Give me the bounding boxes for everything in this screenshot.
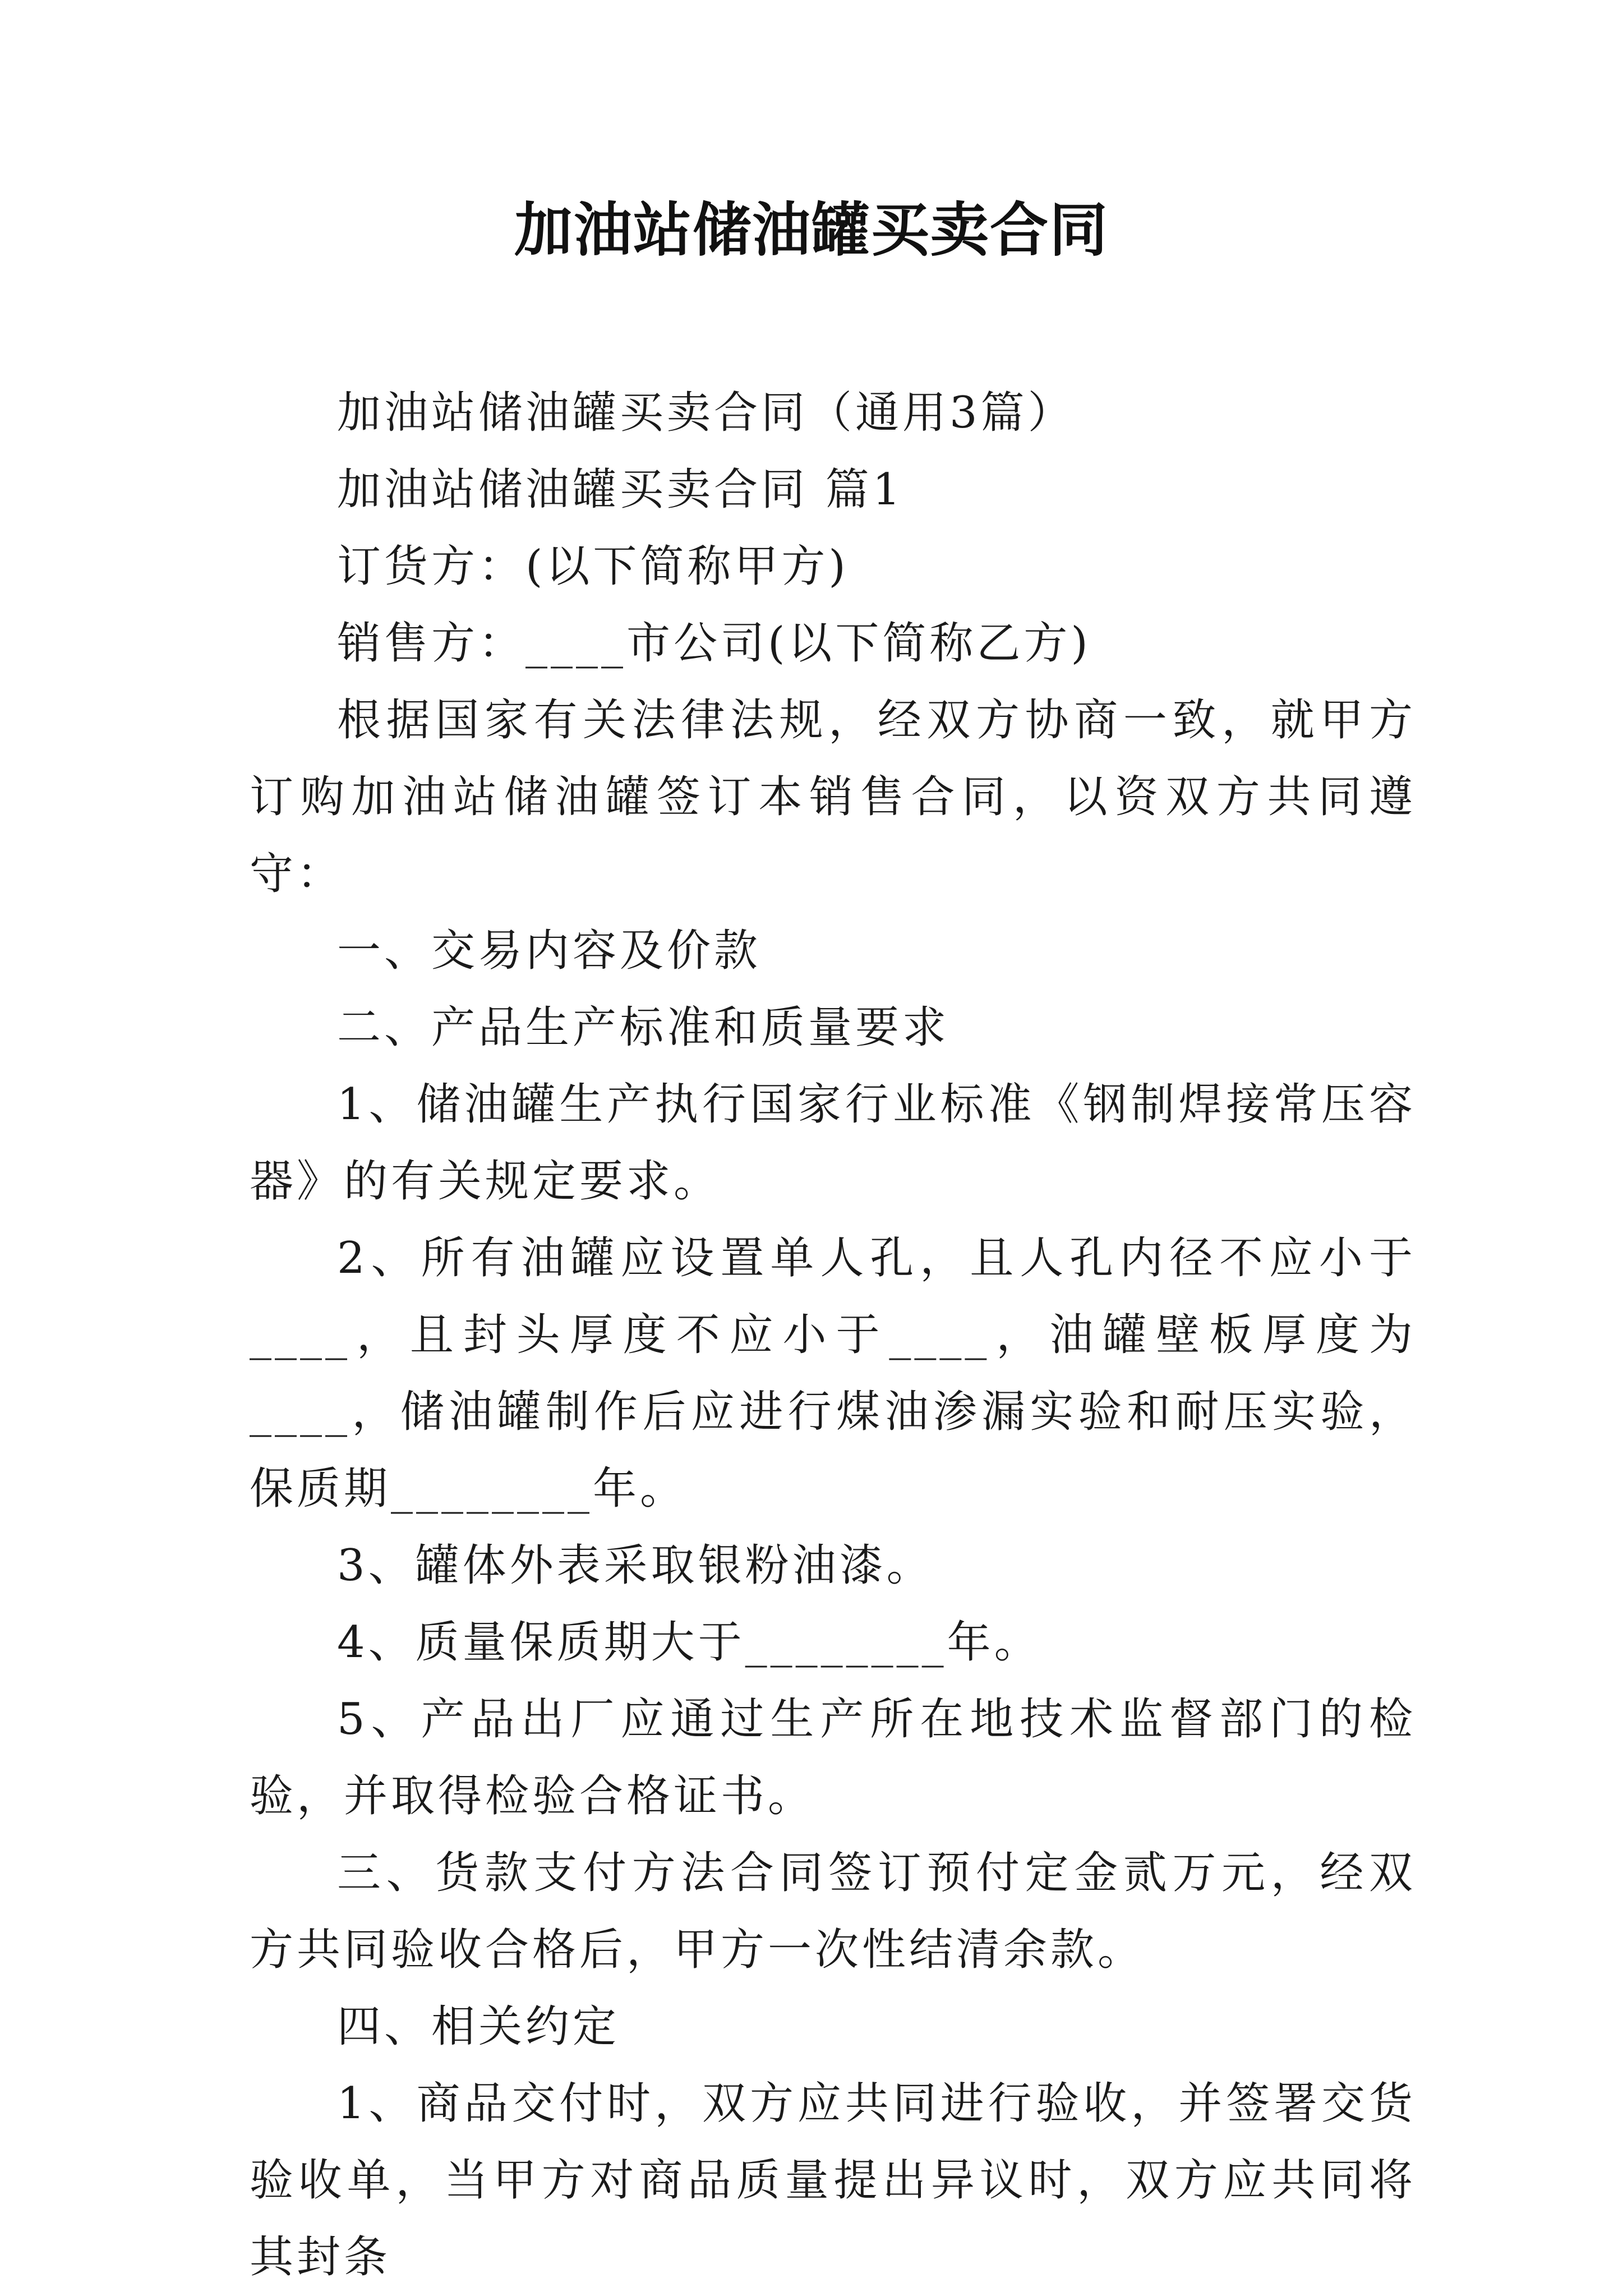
paragraph-collection-title: 加油站储油罐买卖合同（通用3篇） [337,388,1075,438]
paragraph-seller: 销售方：____市公司(以下简称乙方) [337,618,1091,669]
paragraph-clause-2-4: 4、质量保质期大于________年。 [337,1617,1041,1668]
paragraph-clause-3: 三、货款支付方法合同签订预付定金贰万元，经双方共同验收合格后，甲方一次性结清余款。 [250,1848,1416,1975]
paragraph-clause-4-1: 1、商品交付时，双方应共同进行验收，并签署交货验收单，当甲方对商品质量提出异议时，双方应共同将其封条 [250,2078,1416,2283]
paragraph-clause-2-1: 1、储油罐生产执行国家行业标准《钢制焊接常压容器》的有关规定要求。 [250,1079,1416,1207]
paragraph-clause-2: 二、产品生产标准和质量要求 [337,1002,950,1053]
document-title: 加油站储油罐买卖合同 [514,195,1109,264]
paragraph-clause-2-2: 2、所有油罐应设置单人孔，且人孔内径不应小于____，且封头厚度不应小于____，油罐壁板厚度为____，储油罐制作后应进行煤油渗漏实验和耐压实验，保质期________年。 [250,1233,1416,1514]
paragraph-section-heading: 加油站储油罐买卖合同 篇1 [337,464,904,515]
paragraph-preamble: 根据国家有关法律法规，经双方协商一致，就甲方订购加油站储油罐签订本销售合同，以资双方共同遵守： [250,695,1416,899]
paragraph-clause-2-3: 3、罐体外表采取银粉油漆。 [337,1540,934,1591]
paragraph-clause-2-5: 5、产品出厂应通过生产所在地技术监督部门的检验，并取得检验合格证书。 [250,1694,1416,1821]
paragraph-clause-1: 一、交易内容及价款 [337,926,762,976]
paragraph-buyer: 订货方：(以下简称甲方) [337,541,849,592]
paragraph-clause-4: 四、相关约定 [337,2001,620,2052]
document-body [250,375,1416,2296]
